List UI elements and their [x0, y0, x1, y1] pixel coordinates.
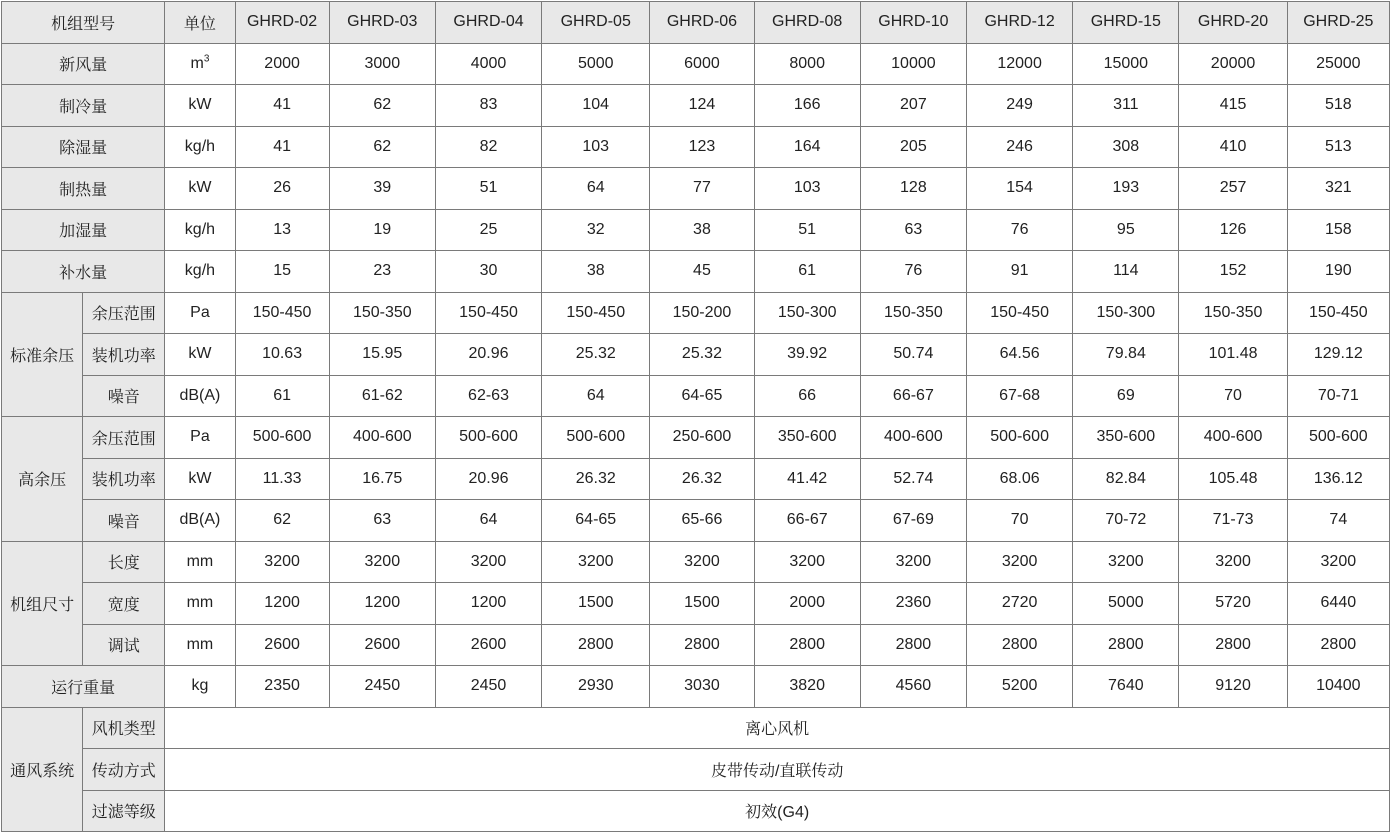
value-cell: 61 [235, 375, 329, 417]
value-cell: 26 [235, 168, 329, 210]
value-cell: 5720 [1179, 583, 1287, 625]
value-cell: 190 [1287, 251, 1389, 293]
value-cell: 66 [754, 375, 860, 417]
value-cell: 64 [435, 500, 541, 542]
value-cell: 77 [650, 168, 754, 210]
merged-value-cell: 初效(G4) [165, 790, 1390, 832]
value-cell: 150-200 [650, 292, 754, 334]
value-cell: 20.96 [435, 334, 541, 376]
value-cell: 2800 [1073, 624, 1179, 666]
value-cell: 70 [967, 500, 1073, 542]
value-cell: 1500 [542, 583, 650, 625]
value-cell: 52.74 [860, 458, 966, 500]
value-cell: 150-300 [754, 292, 860, 334]
value-cell: 150-350 [329, 292, 435, 334]
value-cell: 2600 [235, 624, 329, 666]
group-label: 标准余压 [2, 292, 83, 417]
value-cell: 11.33 [235, 458, 329, 500]
value-cell: 69 [1073, 375, 1179, 417]
value-cell: 150-450 [435, 292, 541, 334]
unit-superscript: 3 [203, 53, 210, 65]
value-cell: 104 [542, 85, 650, 127]
value-cell: 70-72 [1073, 500, 1179, 542]
value-cell: 4000 [435, 43, 541, 85]
sub-row-label: 余压范围 [83, 417, 165, 459]
sub-row-label: 噪音 [83, 500, 165, 542]
row-label: 除湿量 [2, 126, 165, 168]
value-cell: 8000 [754, 43, 860, 85]
unit-cell: Pa [165, 292, 235, 334]
value-cell: 2800 [754, 624, 860, 666]
value-cell: 105.48 [1179, 458, 1287, 500]
spec-table [1, 1, 1390, 832]
model-column-header: GHRD-12 [967, 2, 1073, 44]
value-cell: 1200 [329, 583, 435, 625]
value-cell: 3820 [754, 666, 860, 708]
value-cell: 308 [1073, 126, 1179, 168]
group-label: 机组尺寸 [2, 541, 83, 666]
unit-cell: kg/h [165, 209, 235, 251]
model-column-header: GHRD-04 [435, 2, 541, 44]
model-column-header: GHRD-20 [1179, 2, 1287, 44]
row-label: 制冷量 [2, 85, 165, 127]
value-cell: 67-69 [860, 500, 966, 542]
value-cell: 124 [650, 85, 754, 127]
model-column-header: GHRD-03 [329, 2, 435, 44]
value-cell: 62 [235, 500, 329, 542]
value-cell: 9120 [1179, 666, 1287, 708]
value-cell: 38 [542, 251, 650, 293]
value-cell: 2450 [435, 666, 541, 708]
unit-base: m [190, 54, 204, 72]
value-cell: 12000 [967, 43, 1073, 85]
value-cell: 2800 [967, 624, 1073, 666]
value-cell: 415 [1179, 85, 1287, 127]
value-cell: 123 [650, 126, 754, 168]
value-cell: 246 [967, 126, 1073, 168]
value-cell: 3030 [650, 666, 754, 708]
value-cell: 41 [235, 85, 329, 127]
value-cell: 136.12 [1287, 458, 1389, 500]
value-cell: 1200 [435, 583, 541, 625]
value-cell: 64-65 [542, 500, 650, 542]
value-cell: 6000 [650, 43, 754, 85]
table-row [2, 43, 1390, 85]
value-cell: 2600 [435, 624, 541, 666]
value-cell: 3200 [1073, 541, 1179, 583]
value-cell: 2800 [1179, 624, 1287, 666]
table-row [2, 209, 1390, 251]
group-label: 高余压 [2, 417, 83, 542]
table-row [2, 375, 1390, 417]
value-cell: 3200 [967, 541, 1073, 583]
value-cell: 257 [1179, 168, 1287, 210]
merged-value-cell: 皮带传动/直联传动 [165, 749, 1390, 791]
value-cell: 400-600 [860, 417, 966, 459]
table-row [2, 458, 1390, 500]
unit-cell: kg/h [165, 126, 235, 168]
sub-row-label: 宽度 [83, 583, 165, 625]
value-cell: 103 [754, 168, 860, 210]
group-label: 通风系统 [2, 707, 83, 832]
value-cell: 70-71 [1287, 375, 1389, 417]
value-cell: 25000 [1287, 43, 1389, 85]
value-cell: 150-450 [967, 292, 1073, 334]
header-row [2, 2, 1390, 44]
value-cell: 83 [435, 85, 541, 127]
table-row [2, 292, 1390, 334]
value-cell: 4560 [860, 666, 966, 708]
sub-row-label: 调试 [83, 624, 165, 666]
value-cell: 15000 [1073, 43, 1179, 85]
sub-row-label: 装机功率 [83, 458, 165, 500]
unit-cell: Pa [165, 417, 235, 459]
unit-cell: kW [165, 85, 235, 127]
value-cell: 82 [435, 126, 541, 168]
table-row [2, 417, 1390, 459]
unit-header-label: 单位 [165, 2, 235, 44]
value-cell: 152 [1179, 251, 1287, 293]
sub-row-label: 传动方式 [83, 749, 165, 791]
value-cell: 350-600 [754, 417, 860, 459]
unit-cell: dB(A) [165, 500, 235, 542]
value-cell: 61-62 [329, 375, 435, 417]
value-cell: 30 [435, 251, 541, 293]
value-cell: 500-600 [1287, 417, 1389, 459]
model-column-header: GHRD-15 [1073, 2, 1179, 44]
row-label: 制热量 [2, 168, 165, 210]
value-cell: 2800 [650, 624, 754, 666]
value-cell: 74 [1287, 500, 1389, 542]
value-cell: 76 [967, 209, 1073, 251]
value-cell: 205 [860, 126, 966, 168]
value-cell: 7640 [1073, 666, 1179, 708]
value-cell: 25.32 [650, 334, 754, 376]
value-cell: 20.96 [435, 458, 541, 500]
value-cell: 41.42 [754, 458, 860, 500]
value-cell: 62-63 [435, 375, 541, 417]
value-cell: 65-66 [650, 500, 754, 542]
row-label: 运行重量 [2, 666, 165, 708]
row-label: 加湿量 [2, 209, 165, 251]
value-cell: 70 [1179, 375, 1287, 417]
value-cell: 15.95 [329, 334, 435, 376]
value-cell: 71-73 [1179, 500, 1287, 542]
value-cell: 41 [235, 126, 329, 168]
value-cell: 164 [754, 126, 860, 168]
value-cell: 5000 [1073, 583, 1179, 625]
value-cell: 500-600 [435, 417, 541, 459]
value-cell: 16.75 [329, 458, 435, 500]
value-cell: 103 [542, 126, 650, 168]
value-cell: 2720 [967, 583, 1073, 625]
value-cell: 68.06 [967, 458, 1073, 500]
table-row [2, 749, 1390, 791]
unit-cell: kg/h [165, 251, 235, 293]
value-cell: 400-600 [329, 417, 435, 459]
value-cell: 64 [542, 168, 650, 210]
value-cell: 129.12 [1287, 334, 1389, 376]
value-cell: 128 [860, 168, 966, 210]
value-cell: 150-450 [1287, 292, 1389, 334]
value-cell: 32 [542, 209, 650, 251]
unit-cell: kW [165, 458, 235, 500]
value-cell: 3200 [650, 541, 754, 583]
table-row [2, 583, 1390, 625]
value-cell: 3000 [329, 43, 435, 85]
value-cell: 150-350 [1179, 292, 1287, 334]
value-cell: 3200 [329, 541, 435, 583]
table-row [2, 666, 1390, 708]
value-cell: 410 [1179, 126, 1287, 168]
value-cell: 51 [435, 168, 541, 210]
value-cell: 166 [754, 85, 860, 127]
value-cell: 193 [1073, 168, 1179, 210]
value-cell: 38 [650, 209, 754, 251]
value-cell: 1500 [650, 583, 754, 625]
row-label: 新风量 [2, 43, 165, 85]
sub-row-label: 装机功率 [83, 334, 165, 376]
value-cell: 513 [1287, 126, 1389, 168]
unit-cell: mm [165, 583, 235, 625]
value-cell: 150-450 [542, 292, 650, 334]
model-column-header: GHRD-05 [542, 2, 650, 44]
table-row [2, 251, 1390, 293]
value-cell: 15 [235, 251, 329, 293]
table-row [2, 334, 1390, 376]
value-cell: 20000 [1179, 43, 1287, 85]
value-cell: 10400 [1287, 666, 1389, 708]
model-column-header: GHRD-08 [754, 2, 860, 44]
value-cell: 114 [1073, 251, 1179, 293]
value-cell: 500-600 [235, 417, 329, 459]
value-cell: 6440 [1287, 583, 1389, 625]
value-cell: 2000 [754, 583, 860, 625]
value-cell: 91 [967, 251, 1073, 293]
value-cell: 250-600 [650, 417, 754, 459]
value-cell: 321 [1287, 168, 1389, 210]
value-cell: 2930 [542, 666, 650, 708]
value-cell: 3200 [1287, 541, 1389, 583]
value-cell: 150-450 [235, 292, 329, 334]
value-cell: 2000 [235, 43, 329, 85]
value-cell: 249 [967, 85, 1073, 127]
value-cell: 64 [542, 375, 650, 417]
value-cell: 311 [1073, 85, 1179, 127]
value-cell: 61 [754, 251, 860, 293]
value-cell: 64-65 [650, 375, 754, 417]
value-cell: 26.32 [650, 458, 754, 500]
sub-row-label: 噪音 [83, 375, 165, 417]
sub-row-label: 风机类型 [83, 707, 165, 749]
value-cell: 2360 [860, 583, 966, 625]
table-row [2, 541, 1390, 583]
value-cell: 400-600 [1179, 417, 1287, 459]
value-cell: 5000 [542, 43, 650, 85]
value-cell: 62 [329, 126, 435, 168]
unit-cell: dB(A) [165, 375, 235, 417]
value-cell: 19 [329, 209, 435, 251]
value-cell: 500-600 [967, 417, 1073, 459]
value-cell: 2450 [329, 666, 435, 708]
value-cell: 13 [235, 209, 329, 251]
value-cell: 2350 [235, 666, 329, 708]
value-cell: 51 [754, 209, 860, 251]
value-cell: 39.92 [754, 334, 860, 376]
value-cell: 3200 [754, 541, 860, 583]
value-cell: 79.84 [1073, 334, 1179, 376]
value-cell: 5200 [967, 666, 1073, 708]
value-cell: 3200 [235, 541, 329, 583]
value-cell: 10000 [860, 43, 966, 85]
value-cell: 63 [860, 209, 966, 251]
value-cell: 39 [329, 168, 435, 210]
value-cell: 66-67 [754, 500, 860, 542]
sub-row-label: 长度 [83, 541, 165, 583]
value-cell: 2600 [329, 624, 435, 666]
merged-value-cell: 离心风机 [165, 707, 1390, 749]
model-column-header: GHRD-10 [860, 2, 966, 44]
model-header-label: 机组型号 [2, 2, 165, 44]
value-cell: 518 [1287, 85, 1389, 127]
value-cell: 25 [435, 209, 541, 251]
row-label: 补水量 [2, 251, 165, 293]
unit-cell: kg [165, 666, 235, 708]
value-cell: 95 [1073, 209, 1179, 251]
table-row [2, 500, 1390, 542]
value-cell: 63 [329, 500, 435, 542]
unit-cell: kW [165, 168, 235, 210]
sub-row-label: 过滤等级 [83, 790, 165, 832]
value-cell: 158 [1287, 209, 1389, 251]
model-column-header: GHRD-02 [235, 2, 329, 44]
value-cell: 82.84 [1073, 458, 1179, 500]
value-cell: 126 [1179, 209, 1287, 251]
model-column-header: GHRD-25 [1287, 2, 1389, 44]
value-cell: 207 [860, 85, 966, 127]
model-column-header: GHRD-06 [650, 2, 754, 44]
table-row [2, 624, 1390, 666]
value-cell: 76 [860, 251, 966, 293]
table-row [2, 126, 1390, 168]
table-row [2, 707, 1390, 749]
value-cell: 350-600 [1073, 417, 1179, 459]
value-cell: 26.32 [542, 458, 650, 500]
value-cell: 3200 [542, 541, 650, 583]
table-row [2, 790, 1390, 832]
value-cell: 10.63 [235, 334, 329, 376]
value-cell: 150-300 [1073, 292, 1179, 334]
value-cell: 50.74 [860, 334, 966, 376]
unit-cell [165, 43, 235, 85]
value-cell: 1200 [235, 583, 329, 625]
table-row [2, 85, 1390, 127]
value-cell: 3200 [435, 541, 541, 583]
value-cell: 3200 [1179, 541, 1287, 583]
table-row [2, 168, 1390, 210]
value-cell: 150-350 [860, 292, 966, 334]
value-cell: 67-68 [967, 375, 1073, 417]
unit-cell: mm [165, 541, 235, 583]
value-cell: 64.56 [967, 334, 1073, 376]
value-cell: 23 [329, 251, 435, 293]
value-cell: 2800 [860, 624, 966, 666]
unit-cell: mm [165, 624, 235, 666]
value-cell: 45 [650, 251, 754, 293]
value-cell: 154 [967, 168, 1073, 210]
value-cell: 2800 [542, 624, 650, 666]
value-cell: 66-67 [860, 375, 966, 417]
value-cell: 500-600 [542, 417, 650, 459]
value-cell: 2800 [1287, 624, 1389, 666]
value-cell: 62 [329, 85, 435, 127]
value-cell: 101.48 [1179, 334, 1287, 376]
sub-row-label: 余压范围 [83, 292, 165, 334]
value-cell: 25.32 [542, 334, 650, 376]
value-cell: 3200 [860, 541, 966, 583]
unit-cell: kW [165, 334, 235, 376]
